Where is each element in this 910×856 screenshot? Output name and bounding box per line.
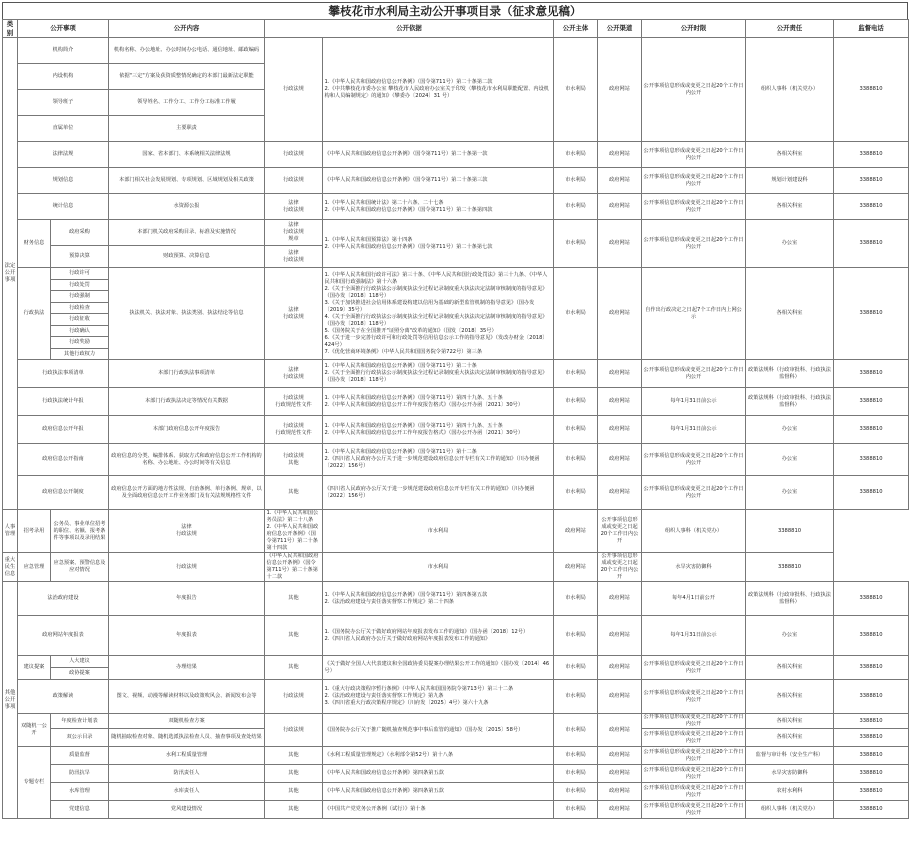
table-cell: 自作出行政决定之日起7个工作日内上网公示 [642, 268, 746, 360]
table-cell: 其他 [265, 656, 323, 680]
table-cell: 法律 行政法规 [265, 246, 323, 268]
channel: 政府网站 [598, 38, 642, 142]
disclosure-catalog-table [2, 19, 909, 819]
table-cell: 行政执法事项清单 [18, 360, 109, 388]
header-category: 类别 [3, 20, 18, 38]
table-cell: 政府信息的分类、编排体系、获取方式和政府信息公开工作机构的名称、办公地址、办公时间等有关信息 [109, 444, 265, 476]
table-row [3, 714, 909, 729]
basis-text: 1.《中华人民共和国政府信息公开条例》（国令第711号）第二十条第二款 2.《中共攀枝花市委办公室 攀枝花市人民政府办公室关于印发〈攀枝花市水利局职能配置、内设机构和人员编制规定〉的通知》（攀委办〔2024〕31 号） [323, 38, 554, 142]
header-responsibility: 公开责任 [746, 20, 834, 38]
table-cell: 市水利局 [554, 388, 598, 416]
table-cell: 市水利局 [554, 444, 598, 476]
header-item: 公开事项 [18, 20, 109, 38]
table-cell: 3388810 [834, 747, 909, 765]
table-row [3, 553, 909, 582]
table-cell: 各相关科室 [746, 714, 834, 729]
table-cell: 法律 行政法规 [109, 510, 265, 553]
table-cell: 双随机一公开 [18, 714, 51, 747]
table-cell: 3388810 [834, 801, 909, 819]
table-cell: 每年1月31日前公示 [642, 416, 746, 444]
table-cell: 公开事项信息形成或变更之日起20个工作日内公开 [642, 444, 746, 476]
table-cell: 市水利局 [554, 168, 598, 194]
table-cell: 市水利局 [554, 714, 598, 747]
table-cell: 双公示目录 [51, 729, 109, 747]
table-cell: 市水利局 [554, 656, 598, 680]
table-cell: 其他 [265, 783, 323, 801]
table-row [3, 656, 909, 668]
table-cell: 办公室 [746, 476, 834, 510]
table-cell: 行政法规 [265, 142, 323, 168]
table-cell: 政府网站 [598, 680, 642, 714]
table-cell: 公开事项信息形成或变更之日起20个工作日内公开 [642, 220, 746, 268]
item-content: 领导姓名、工作分工、工作分工标准工作履 [109, 90, 265, 116]
table-cell: 市水利局 [554, 220, 598, 268]
table-cell: 行政法规 行政规范性文件 [265, 416, 323, 444]
table-cell: 市水利局 [554, 747, 598, 765]
table-cell: 随机抽取检查对象、随机选派执法检查人员、抽查事项及查处结果 [109, 729, 265, 747]
table-cell: 水利工程质量管理 [109, 747, 265, 765]
table-cell: 政府网站 [598, 194, 642, 220]
table-cell: 1.《中华人民共和国政府信息公开条例》（国令第711号）第二十条 2.《关于全面推行行政执法公示制度执法全过程记录制度重大执法决定法制审核制度的指导意见》（国办发〔2018〕118号） [323, 360, 554, 388]
table-cell: 市水利局 [554, 801, 598, 819]
table-cell: 法律 行政法规 规章 [265, 220, 323, 246]
table-cell: 本部门相关社会发展规划、专项规划、区域规划及相关政策 [109, 168, 265, 194]
table-cell: 政府信息公开方面的地方性法规、自治条例、单行条例、规章，以及全面政府信息公开工作业务部门及有关法规规格性文件 [109, 476, 265, 510]
table-cell: 3388810 [834, 616, 909, 656]
table-cell: 水资源公报 [109, 194, 265, 220]
table-cell: 各相关科室 [746, 656, 834, 680]
phone: 3388810 [834, 38, 909, 142]
table-cell: 1.《重大行政决策程序暂行条例》（中华人民共和国国务院令第713号）第三十二条 2.《法治政府建设与责任落实督察工作规定》第九条 3.《四川省重大行政决策程序规定》（川府发〔2025〕4号）第六十九条 [323, 680, 554, 714]
table-cell: 3388810 [834, 765, 909, 783]
table-cell: 水旱灾害防御科 [746, 765, 834, 783]
table-row [3, 765, 909, 783]
table-cell: 3388810 [834, 360, 909, 388]
table-cell: 政府网站 [598, 582, 642, 616]
table-cell: 市水利局 [323, 553, 554, 582]
table-cell: 政府网站 [598, 656, 642, 680]
header-time-limit: 公开时限 [642, 20, 746, 38]
table-cell: 防汛抗旱 [51, 765, 109, 783]
table-cell: 各相关科室 [746, 142, 834, 168]
table-cell: 公开事项信息形成或变更之日起20个工作日内公开 [642, 747, 746, 765]
table-row [3, 444, 909, 476]
table-cell: 市水利局 [554, 765, 598, 783]
table-cell: 财务信息 [18, 220, 51, 268]
table-cell: 3388810 [834, 444, 909, 476]
table-cell: 市水利局 [554, 680, 598, 714]
table-cell: 政府网站 [598, 765, 642, 783]
table-cell: 3388810 [834, 194, 909, 220]
table-cell: 图文、视频、动漫等解读材料以及政策吹风会、新闻发布会等 [109, 680, 265, 714]
table-row [3, 510, 909, 553]
table-cell: 应急预案、预警信息及应对情况 [51, 553, 109, 582]
table-cell: 政府网站 [598, 783, 642, 801]
table-cell: 监督与审计科（安全生产科） [746, 747, 834, 765]
basis-type: 行政法规 [265, 38, 323, 142]
table-cell: 规划计划建设科 [746, 168, 834, 194]
table-cell: 公开事项信息形成或变更之日起20个工作日内公开 [642, 801, 746, 819]
table-cell: 公开事项信息形成或变更之日起20个工作日内公开 [642, 765, 746, 783]
table-cell: 年度检查计划表 [51, 714, 109, 729]
table-cell: 公开事项信息形成或变更之日起20个工作日内公开 [642, 729, 746, 747]
table-cell: 《四川省人民政府办公厅关于进一步规范建设政府信息公开专栏有关工作的通知》（川办便函〔2022〕156号） [323, 476, 554, 510]
table-cell: 市水利局 [554, 416, 598, 444]
table-cell: 财政预算、决算信息 [109, 246, 265, 268]
table-cell: 3388810 [834, 416, 909, 444]
table-cell: 政策解读 [18, 680, 109, 714]
table-cell: 政策法规科（行政审批科、行政执法监督科） [746, 582, 834, 616]
table-cell: 其他 [265, 616, 323, 656]
table-cell: 组织人事科（机关党办） [642, 510, 746, 553]
table-row [3, 616, 909, 656]
table-cell: 《水利工程质量管理规定》（水利部令第52号）第十八条 [323, 747, 554, 765]
table-cell: 行政奖励 [51, 337, 109, 349]
table-cell: 公务员、事业单位招考的职位、名额、报考条件等事项以及录用结果 [51, 510, 109, 553]
table-cell: 政府网站 [598, 360, 642, 388]
table-cell: 政府信息公开指南 [18, 444, 109, 476]
table-cell: 本部门行政执法事项清单 [109, 360, 265, 388]
table-cell: 3388810 [834, 168, 909, 194]
table-cell: 3388810 [834, 783, 909, 801]
table-cell: 3388810 [834, 680, 909, 714]
table-row [3, 194, 909, 220]
table-cell: 3388810 [834, 729, 909, 747]
table-cell: 行政法规 [265, 168, 323, 194]
category-legal: 法定公开事项 [3, 38, 18, 510]
table-cell: 规划信息 [18, 168, 109, 194]
table-cell: 行政法规 其他 [265, 444, 323, 476]
table-body [3, 38, 909, 819]
table-row [3, 220, 909, 246]
table-cell: 3388810 [834, 476, 909, 510]
table-cell: 市水利局 [554, 783, 598, 801]
table-cell: 《中华人民共和国政府信息公开条例》（国令第711号）第二十条第一款 [323, 142, 554, 168]
table-cell: 每年1月31日前公示 [642, 616, 746, 656]
header-phone: 监督电话 [834, 20, 909, 38]
table-cell: 市水利局 [323, 510, 554, 553]
table-cell: 公开事项信息形成或变更之日起20个工作日内公开 [598, 510, 642, 553]
table-cell: 3388810 [834, 268, 909, 360]
table-cell: 1.《中华人民共和国政府信息公开条例》（国令第711号）第十二条 2.《四川省人民政府办公厅关于进一步规范建设政府信息公开专栏有关工作的通知》（川办便函〔2022〕156号） [323, 444, 554, 476]
table-cell: 行政法规 [265, 680, 323, 714]
table-cell: 水库责任人 [109, 783, 265, 801]
table-cell: 政府网站 [598, 444, 642, 476]
table-cell: 3388810 [834, 142, 909, 168]
table-cell: 1.《中华人民共和国政府信息公开条例》（国令第711号）第四十九条、五十条 2.《中华人民共和国政府信息公开工作年度报告格式》（国办公开办函〔2021〕30号） [323, 388, 554, 416]
table-row [3, 416, 909, 444]
table-cell: 党建信息 [51, 801, 109, 819]
table-cell: 公开事项信息形成或变更之日起20个工作日内公开 [642, 142, 746, 168]
item-name: 领导班子 [18, 90, 109, 116]
table-cell: 市水利局 [554, 194, 598, 220]
table-cell: 政府采购 [51, 220, 109, 246]
table-cell: 3388810 [834, 220, 909, 268]
table-cell: 公开事项信息形成或变更之日起20个工作日内公开 [598, 553, 642, 582]
table-cell: 办公室 [746, 416, 834, 444]
table-cell: 执法机关、执法对象、执法类别、执法结论等信息 [109, 268, 265, 360]
table-cell: 公开事项信息形成或变更之日起20个工作日内公开 [642, 680, 746, 714]
table-row [3, 268, 909, 280]
table-cell: 其他行政权力 [51, 348, 109, 360]
subject: 市水利局 [554, 38, 598, 142]
time-limit: 公开事项信息形成或变更之日起20个工作日内公开 [642, 38, 746, 142]
table-cell: 法律 行政法规 [265, 194, 323, 220]
table-cell: 政协提案 [51, 668, 109, 680]
table-cell: 行政处罚 [51, 279, 109, 291]
table-cell: 1.《中华人民共和国公务员法》第二十八条 2.《中华人民共和国政府信息公开条例》（国令第711号）第二十条第十四款 [265, 510, 323, 553]
table-cell: 3388810 [834, 582, 909, 616]
table-row [3, 747, 909, 765]
table-cell: 《中华人民共和国政府信息公开条例》第四条第五款 [323, 765, 554, 783]
table-cell: 防汛责任人 [109, 765, 265, 783]
table-cell: 市水利局 [554, 142, 598, 168]
table-cell: 水库管理 [51, 783, 109, 801]
table-cell: 市水利局 [554, 360, 598, 388]
table-cell: 其他 [265, 765, 323, 783]
table-cell: 行政法规 [109, 553, 265, 582]
table-row [3, 168, 909, 194]
table-cell: 3388810 [746, 553, 834, 582]
responsibility: 组织人事科（机关党办） [746, 38, 834, 142]
table-row [3, 38, 909, 64]
table-cell: 1.《中华人民共和国行政许可法》第三十条、《中华人民共和国行政处罚法》第三十九条、《中华人民共和国行政强制法》第十六条 2.《关于全面推行行政执法公示制度执法全过程记录制度重大执法决定法制审核制度的指导意见》（国办发〔2018〕118号） 3.《关于加快推进社会信用体系建设构建以信用为基础的新型监管机制的指导意见》（国办发〔2019〕35号） 4.《关于全面推行行政执法公示制度执法全过程记录制度重大执法决定法制审核制度的指导意见》（国办发〔2018〕118号） 5.《国务院关于在全国推开"证照分离"改革的通知》（国发〔2018〕35号） 6.《关于进一步完善行政许可和行政处罚等信用信息公示工作的指导意见》（发改办财金〔2018〕424号） 7.《优化营商环境条例》（中华人民共和国国务院令第722号）第三条 [323, 268, 554, 360]
table-cell: 应急管理 [18, 553, 51, 582]
table-cell: 公开事项信息形成或变更之日起20个工作日内公开 [642, 168, 746, 194]
table-cell: 政府网站 [598, 268, 642, 360]
table-cell: 各相关科室 [746, 268, 834, 360]
table-cell: 政策法规科（行政审批科、行政执法监督科） [746, 360, 834, 388]
table-cell: 政府网站 [598, 168, 642, 194]
table-cell: 法律 行政法规 [265, 268, 323, 360]
table-cell: 其他 [265, 747, 323, 765]
table-cell: 1.《国务院办公厅关于做好政府网站年度报表发布工作的通知》（国办函〔2018〕12号） 2.《四川省人民政府办公厅关于做好政府网站年度报表发布工作的通知》 [323, 616, 554, 656]
table-cell: 专题专栏 [18, 747, 51, 819]
table-cell: 3388810 [834, 388, 909, 416]
table-cell: 预算决算 [51, 246, 109, 268]
table-cell: 行政法规 [265, 714, 323, 747]
table-cell: 其他 [265, 476, 323, 510]
table-cell: 年度报告 [109, 582, 265, 616]
table-row [3, 388, 909, 416]
item-name: 内设机构 [18, 64, 109, 90]
table-row [3, 142, 909, 168]
table-row [3, 783, 909, 801]
table-cell: 政府网站 [598, 220, 642, 268]
header-content: 公开内容 [109, 20, 265, 38]
table-cell: 行政检查 [51, 302, 109, 314]
table-cell: 政府网站 [554, 553, 598, 582]
table-cell: 党风建设情况 [109, 801, 265, 819]
table-cell: 办公室 [746, 616, 834, 656]
table-cell: 每年4月1日前公开 [642, 582, 746, 616]
table-cell: 行政征收 [51, 314, 109, 326]
table-cell: 3388810 [746, 510, 834, 553]
table-cell: 法律 行政法规 [265, 360, 323, 388]
table-cell: 农村水利科 [746, 783, 834, 801]
item-content: 依据"三定"方案及获资质整情况确定的本部门最新法定职能 [109, 64, 265, 90]
table-cell: 政府网站 [598, 747, 642, 765]
table-cell: 3388810 [834, 714, 909, 729]
table-cell: 市水利局 [554, 268, 598, 360]
table-cell: 建议提案 [18, 656, 51, 680]
table-cell: 行政执法 [18, 268, 51, 360]
table-cell: 行政强制 [51, 291, 109, 303]
item-name: 机构简介 [18, 38, 109, 64]
table-cell: 人事管理 [3, 510, 18, 553]
table-cell: 政府信息公开制度 [18, 476, 109, 510]
table-cell: 行政确认 [51, 325, 109, 337]
table-cell: 重大民生信息 [3, 553, 18, 582]
header-basis: 公开依据 [265, 20, 554, 38]
table-cell: 政府网站 [598, 388, 642, 416]
table-cell: 双随机检查方案 [109, 714, 265, 729]
table-cell: 公开事项信息形成或变更之日起20个工作日内公开 [642, 360, 746, 388]
table-cell: 行政许可 [51, 268, 109, 280]
table-row [3, 476, 909, 510]
table-cell: 每年1月31日前公示 [642, 388, 746, 416]
category-other: 其他公开事项 [3, 582, 18, 819]
table-cell: 政府网站 [598, 476, 642, 510]
table-cell: 1.《中华人民共和国预算法》第十四条 2.《中华人民共和国政府信息公开条例》（国令第711号）第二十条第七款 [323, 220, 554, 268]
table-row [3, 360, 909, 388]
table-cell: 3388810 [834, 656, 909, 680]
table-cell: 各相关科室 [746, 194, 834, 220]
table-cell: 组织人事科（机关党办） [746, 801, 834, 819]
table-cell: 其他 [265, 801, 323, 819]
table-row [3, 680, 909, 714]
table-cell: 行政执法统计年报 [18, 388, 109, 416]
table-cell: 《中华人民共和国政府信息公开条例》（国令第711号）第二十条第三款 [323, 168, 554, 194]
table-cell: 政府网站 [598, 714, 642, 747]
table-cell: 法治政府建设 [18, 582, 109, 616]
table-cell: 本部门行政执法决定等情况有关数据 [109, 388, 265, 416]
table-cell: 1.《中华人民共和国统计法》第二十六条、二十七条 2.《中华人民共和国政府信息公开条例》（国令第711号）第二十条第四款 [323, 194, 554, 220]
header-subject: 公开主体 [554, 20, 598, 38]
table-cell: 公开事项信息形成或变更之日起20个工作日内公开 [642, 476, 746, 510]
table-cell: 《关于做好全国人大代表建议和全国政协委员提案办理结果公开工作的通知》（国办发〔2014〕46号） [323, 656, 554, 680]
table-cell: 本部门政府信息公开年度报告 [109, 416, 265, 444]
table-cell: 办公室 [746, 220, 834, 268]
table-cell: 政府网站 [598, 616, 642, 656]
table-cell: 国家、省本部门、本系统相关法律法规 [109, 142, 265, 168]
table-cell: 公开事项信息形成或变更之日起20个工作日内公开 [642, 783, 746, 801]
catalog-page [2, 2, 908, 819]
table-cell: 1.《中华人民共和国政府信息公开条例》（国令第711号）第四十九条、五十条 2.《中华人民共和国政府信息公开工作年度报告格式》（国办公开办函〔2021〕30号） [323, 416, 554, 444]
table-cell: 办公室 [746, 444, 834, 476]
table-cell: 政府网站年度报表 [18, 616, 109, 656]
table-header-row [3, 20, 909, 38]
table-cell: 市水利局 [554, 616, 598, 656]
table-cell: 《国务院办公厅关于推广随机抽查规范事中事后监管的通知》（国办发〔2015〕58号） [323, 714, 554, 747]
item-content: 主要职责 [109, 116, 265, 142]
table-cell: 其他 [265, 582, 323, 616]
table-row [3, 582, 909, 616]
item-content: 机构名称、办公地址、办公时间办公电话、通信地址、邮政编码 [109, 38, 265, 64]
table-cell: 招考录用 [18, 510, 51, 553]
table-cell: 统计信息 [18, 194, 109, 220]
table-cell: 政府信息公开年报 [18, 416, 109, 444]
table-cell: 《中国共产党党务公开条例（试行）》第十条 [323, 801, 554, 819]
table-cell: 《中华人民共和国政府信息公开条例》第四条第五款 [323, 783, 554, 801]
document-title: 攀枝花市水利局主动公开事项目录（征求意见稿） [2, 2, 908, 19]
table-cell: 各相关科室 [746, 729, 834, 747]
table-cell: 政府网站 [598, 801, 642, 819]
table-cell: 政府网站 [554, 510, 598, 553]
table-row [3, 801, 909, 819]
table-cell: 政府网站 [598, 142, 642, 168]
item-name: 直属单位 [18, 116, 109, 142]
table-cell: 行政法规 行政规范性文件 [265, 388, 323, 416]
table-cell: 年度报表 [109, 616, 265, 656]
table-cell: 市水利局 [554, 476, 598, 510]
table-cell: 政策法规科（行政审批科、行政执法监督科） [746, 388, 834, 416]
table-cell: 人大建议 [51, 656, 109, 668]
table-cell: 办理结果 [109, 656, 265, 680]
table-cell: 各相关科室 [746, 680, 834, 714]
table-cell: 公开事项信息形成或变更之日起20个工作日内公开 [642, 656, 746, 680]
table-cell: 法律法规 [18, 142, 109, 168]
table-cell: 水旱灾害防御科 [642, 553, 746, 582]
table-cell: 1.《中华人民共和国政府信息公开条例》（国令第711号）第四条第五款 2.《法治政府建设与责任落实督察工作规定》第二十四条 [323, 582, 554, 616]
table-cell: 市水利局 [554, 582, 598, 616]
table-cell: 质量监督 [51, 747, 109, 765]
table-cell: 公开事项信息形成或变更之日起20个工作日内公开 [642, 194, 746, 220]
table-cell: 政府网站 [598, 416, 642, 444]
table-cell: 本部门机关政府采购目录、标准及实施情况 [109, 220, 265, 246]
table-cell: 《中华人民共和国政府信息公开条例》（国令第711号）第二十条第十二款 [265, 553, 323, 582]
header-channel: 公开渠道 [598, 20, 642, 38]
table-cell: 公开事项信息形成或变更之日起20个工作日内公开 [642, 714, 746, 729]
